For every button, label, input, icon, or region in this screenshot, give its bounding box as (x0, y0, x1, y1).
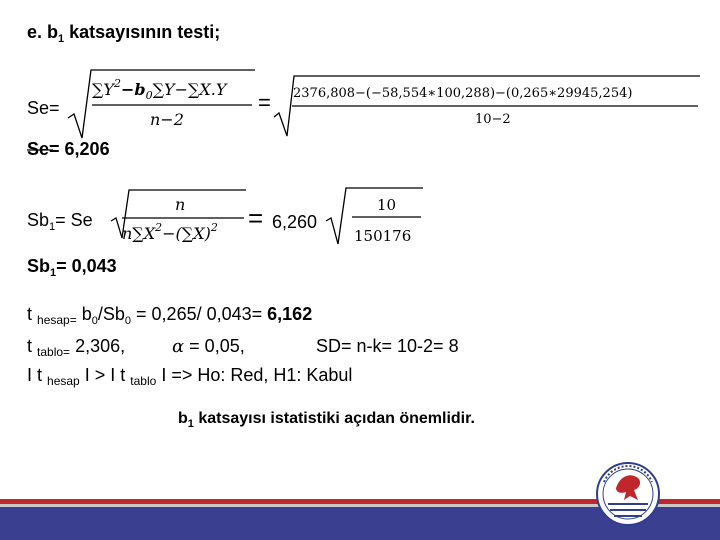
section-heading: e. $b_1$ katsayısının testi; (27, 22, 221, 45)
sb1-numeric-numerator: 10 (377, 196, 397, 214)
se-numeric-numerator: 2376,808−(−58,554∗100,288)−(0,265∗29945,254) (293, 86, 633, 101)
t-tablo-line: t $_{tablo=}$ 2,306, (27, 336, 126, 359)
alpha-line: α = 0,05, (172, 336, 245, 357)
sb1-equals: = (248, 203, 264, 233)
comparison-line: I t $_{hesap}$ I > I t $_{tablo}$ I => Ho: Red, H1: Kabul (27, 365, 353, 388)
se-numerator: $\sum Y^2-b_0\sum Y-\sum X.Y$ (92, 77, 227, 102)
sb1-se-value: 6,260 (272, 212, 318, 232)
sb1-denominator: $n\sum X^2-(\sum X)^2$ (122, 221, 218, 243)
sb1-numerator: n (175, 195, 186, 214)
footer-band (0, 507, 720, 540)
se-result: Se= 6,206 (27, 139, 110, 159)
se-label: Se= (27, 98, 60, 118)
se-equals: = (258, 90, 271, 115)
t-hesap-line: t $_{hesap=}$ $b_0/Sb_0 = 0,265/$ 0,043= 6,162 (27, 304, 313, 327)
sb1-numeric-denominator: 150176 (354, 227, 412, 245)
sb1-label: $Sb_1= Se$ (27, 210, 93, 233)
degrees-of-freedom: SD= n-k= 10-2= 8 (316, 336, 459, 356)
conclusion: $b_1$ katsayısı istatistiki açıdan önemlidir. (178, 410, 475, 430)
se-numeric-denominator: 10−2 (475, 112, 511, 127)
se-denominator: n−2 (150, 110, 184, 129)
sb1-result: $Sb_1= 0,043$ (27, 256, 117, 279)
